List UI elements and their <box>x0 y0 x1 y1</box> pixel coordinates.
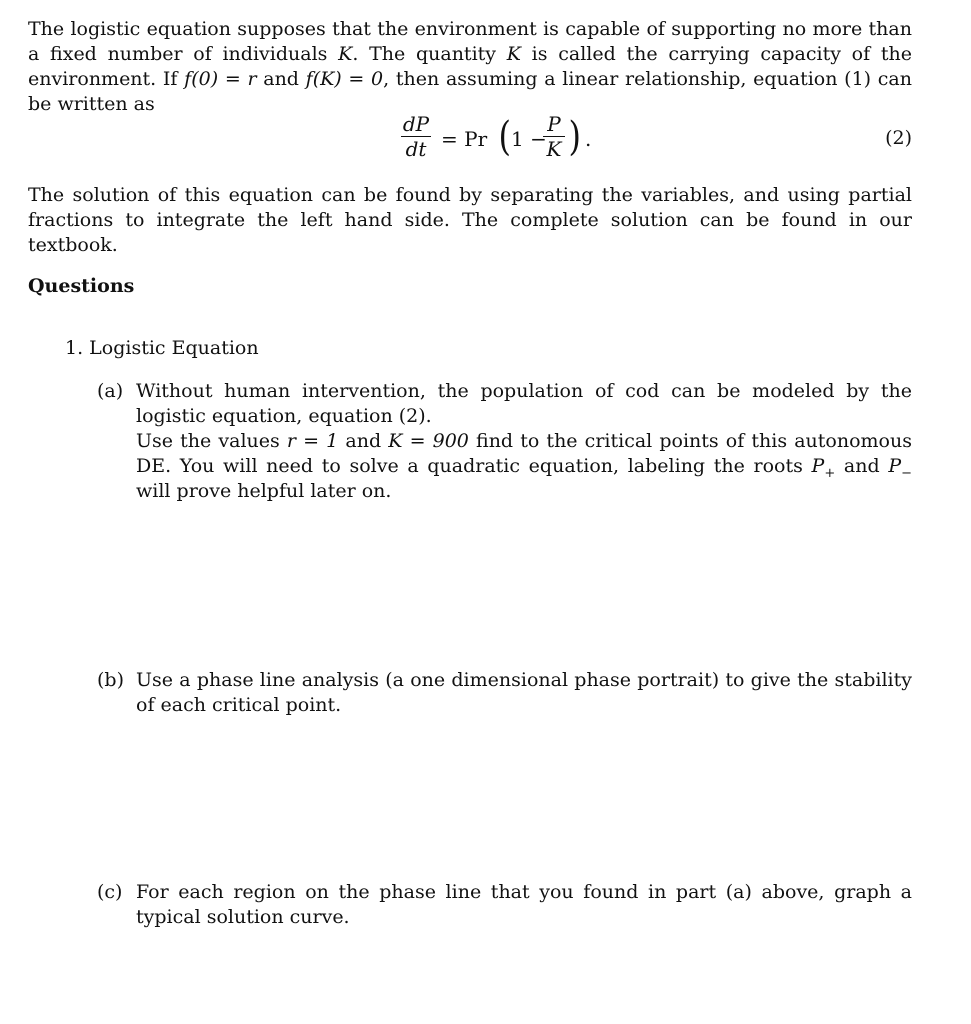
fraction-numerator: P <box>547 112 561 136</box>
equation-period: . <box>585 127 592 151</box>
part-text: Without human intervention, the population of cod can be modeled by the logistic equation, equation (2). Use the values r = 1 and K = 900 find to the critical points of this autonomous DE. You will need to solve a quadratic equation, labeling the roots $P_+$ and $P_-$ will prove helpful later on. <box>136 380 913 502</box>
equation-number: (2) <box>885 127 912 149</box>
question-1c <box>97 880 912 930</box>
part-text: Use a phase line analysis (a one dimensional phase portrait) to give the stability of each critical point. <box>136 669 912 716</box>
part-label: (c) <box>97 881 123 903</box>
part-label: (a) <box>97 380 124 402</box>
p-plus: $P_+$ <box>811 455 836 481</box>
question-1-title: 1. Logistic Equation <box>65 337 259 359</box>
fraction-dp-dt <box>401 113 431 160</box>
condition-fk: f(K) = 0 <box>305 68 384 90</box>
condition-f0: f(0) = r <box>184 68 257 90</box>
close-paren: ) <box>568 114 582 160</box>
equation-2 <box>28 112 912 168</box>
fraction-numerator: dP <box>402 112 430 136</box>
r-value: r = 1 <box>286 430 339 452</box>
fraction-denominator: dt <box>405 137 427 161</box>
question-1a <box>97 379 912 504</box>
k-value: K = 900 <box>388 430 469 452</box>
open-paren: ( <box>498 114 512 160</box>
intro-paragraph: The logistic equation supposes that the environment is capable of supporting no more than a fixed number of individuals K. The quantity K is called the carrying capacity of the environment. If f(0) = r and f(K) = 0, then assuming a linear relationship, equation (1) can be written as <box>28 18 912 115</box>
fraction-denominator: K <box>546 137 562 161</box>
equals-pr: = Pr <box>441 127 488 151</box>
part-text: For each region on the phase line that you found in part (a) above, graph a typical solution curve. <box>136 881 912 928</box>
symbol-k: K <box>338 43 353 65</box>
p-minus: $P_-$ <box>888 455 913 481</box>
fraction-p-k <box>543 113 565 160</box>
solution-paragraph: The solution of this equation can be found by separating the variables, and using partial fractions to integrate the left hand side. The complete solution can be found in our textbook. <box>28 184 912 256</box>
part-label: (b) <box>97 669 124 691</box>
one-minus: 1 − <box>511 127 547 151</box>
questions-heading: Questions <box>28 275 135 297</box>
question-1b <box>97 668 912 718</box>
symbol-k: K <box>506 43 521 65</box>
